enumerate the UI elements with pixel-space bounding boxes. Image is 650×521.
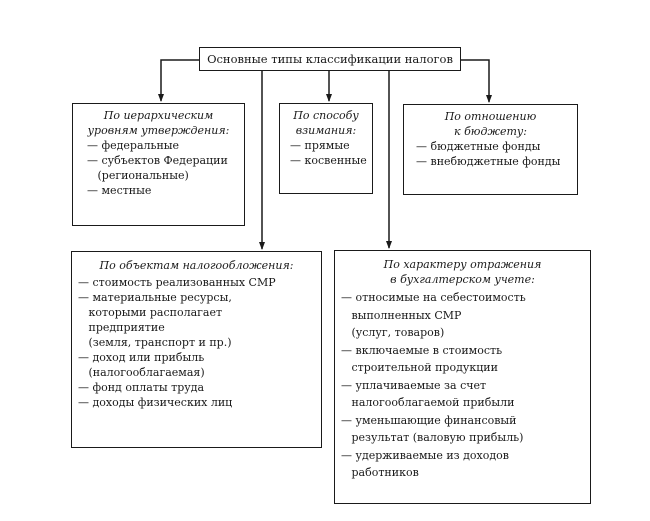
list-item: работников [341,466,419,479]
list-item: — прямые [290,139,350,152]
connector-budget [461,60,489,102]
list-item: — стоимость реализованных СМР [78,276,276,289]
box-objects-title: По объектам налогообложения: [99,259,294,272]
list-item: — уменьшающие финансовый [341,413,517,427]
list-item: — внебюджетные фонды [416,155,561,168]
list-item: — доходы физических лиц [78,396,233,409]
list-item: (земля, транспорт и пр.) [78,336,232,349]
list-item: — относимые на себестоимость [341,291,526,304]
list-item: (услуг, товаров) [341,326,445,339]
box-hierarchy [72,103,245,226]
box-accounting [334,250,591,504]
root-node [199,47,461,71]
box-accounting-title: По характеру отражения в бухгалтерском учете: [383,258,542,286]
box-method-title: По способу взимания: [293,109,359,137]
list-item: — уплачиваемые за счет [341,378,487,392]
list-item: — материальные ресурсы, [78,291,232,304]
connector-hierarchy [161,60,199,101]
box-budget-list [410,139,571,169]
list-item: — местные [87,184,152,197]
box-objects-list [78,275,315,410]
list-item: налогооблагаемой прибыли [341,396,515,409]
list-item: предприятие [78,321,165,334]
list-item: которыми располагает [78,306,223,319]
box-method [279,103,373,194]
list-item: — косвенные [290,154,367,167]
list-item: — доход или прибыль [78,351,205,364]
list-item: (региональные) [87,169,189,182]
list-item: — бюджетные фонды [416,140,541,153]
list-item: — включаемые в стоимость [341,343,503,357]
box-method-list [286,138,366,168]
box-budget-title: По отношению к бюджету: [444,110,537,138]
list-item: результат (валовую прибыль) [341,431,524,444]
list-item: — федеральные [87,139,180,152]
list-item: — субъектов Федерации [87,154,228,167]
list-item: выполненных СМР [341,308,462,322]
box-accounting-list [341,289,584,482]
box-hierarchy-list [79,138,238,198]
list-item: строительной продукции [341,361,498,374]
box-objects [71,251,322,448]
list-item: (налогооблагаемая) [78,366,205,379]
list-item: — фонд оплаты труда [78,381,205,394]
root-label: Основные типы классификации налогов [207,52,453,66]
box-hierarchy-title: По иерархическим уровням утверждения: [87,109,230,137]
list-item: — удерживаемые из доходов [341,448,509,462]
box-budget [403,104,578,195]
